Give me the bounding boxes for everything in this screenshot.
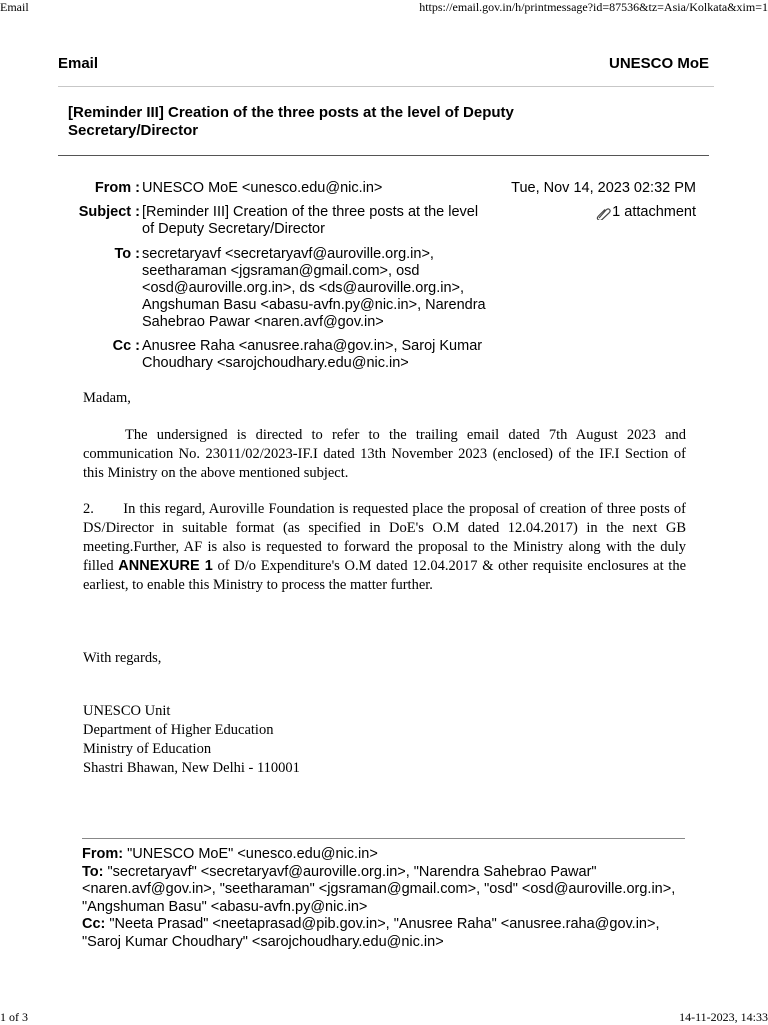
subject-label: Subject :	[78, 204, 140, 220]
para2-start: 2. In this regard, Auroville Foundation is requested place the proposal of creation of three posts of DS/Director in suitable format (as specified in DoE's O.M dated 12.04.2017) in the next GB meeting.Further, AF is also is requested to forward the proposal to the Ministry along with the duly filled	[83, 501, 686, 574]
signature-line: UNESCO Unit	[83, 703, 171, 719]
thread-to-label: To:	[82, 863, 104, 880]
cc-value[interactable]: Anusree Raha <anusree.raha@gov.in>, Saroj Kumar Choudhary <sarojchoudhary.edu@nic.in>	[142, 338, 483, 371]
print-footer-datetime: 14-11-2023, 14:33	[679, 1010, 768, 1024]
topbar-divider	[58, 86, 714, 87]
to-value[interactable]: secretaryavf <secretaryavf@auroville.org.in>, seetharaman <jgsraman@gmail.com>, osd <osd@auroville.org.in>, ds <ds@auroville.org.in>, Angshuman Basu <abasu-avfn.py@nic.in>, Narendra Sahebrao Pawar <naren.avf@gov.in>	[142, 246, 486, 330]
print-header-title: Email	[0, 0, 29, 14]
body-salutation: Madam,	[83, 390, 131, 406]
to-label: To :	[114, 246, 140, 262]
app-topbar	[58, 55, 709, 72]
from-value[interactable]: UNESCO MoE <unesco.edu@nic.in>	[142, 180, 383, 196]
thread-divider	[82, 838, 685, 839]
annexure-label: ANNEXURE 1	[118, 558, 213, 574]
header-cc-row	[60, 338, 710, 372]
cc-label: Cc :	[112, 338, 140, 354]
attachment-count[interactable]: 1 attachment	[612, 204, 696, 220]
attachment-link[interactable]	[595, 204, 696, 221]
message-date: Tue, Nov 14, 2023 02:32 PM	[511, 180, 696, 196]
subject-value: [Reminder III] Creation of the three posts at the level of Deputy Secretary/Director	[142, 204, 479, 237]
quoted-thread-header	[82, 846, 702, 952]
signature-line: Ministry of Education	[83, 741, 212, 757]
print-header-url: https://email.gov.in/h/printmessage?id=87536&tz=Asia/Kolkata&xim=1	[419, 0, 768, 14]
thread-to	[82, 864, 702, 917]
body-paragraph-2	[83, 500, 686, 595]
account-name: UNESCO MoE	[608, 55, 709, 72]
header-from-row	[60, 180, 710, 197]
header-subject-row	[60, 204, 710, 238]
thread-cc	[82, 916, 702, 951]
message-title: [Reminder III] Creation of the three posts at the level of Deputy Secretary/Director	[68, 104, 514, 139]
app-name: Email	[58, 55, 99, 72]
paperclip-icon	[595, 206, 611, 220]
print-footer-page: 1 of 3	[0, 1010, 28, 1024]
thread-from	[82, 846, 702, 864]
title-divider	[58, 155, 709, 156]
thread-to-value: "secretaryavf" <secretaryavf@auroville.org.in>, "Narendra Sahebrao Pawar" <naren.avf@gov.in>, "seetharaman" <jgsraman@gmail.com>, "osd" <osd@auroville.org.in>, "Angshuman Basu" <abasu-avfn.py@nic.in>	[82, 863, 676, 915]
message-headers	[60, 180, 710, 372]
thread-from-value: "UNESCO MoE" <unesco.edu@nic.in>	[127, 846, 378, 862]
para2-end: of D/o Expenditure's O.M dated 12.04.2017 & other requisite enclosures at the earliest, to enable this Ministry to process the matter further.	[83, 558, 687, 593]
thread-from-label: From:	[82, 846, 124, 862]
body-closing: With regards,	[83, 650, 162, 666]
body-paragraph-1: The undersigned is directed to refer to the trailing email dated 7th August 2023 and communication No. 23011/02/2023-IF.I dated 13th November 2023 (enclosed) of the IF.I Section of this Ministry on the above mentioned subject.	[83, 427, 686, 481]
signature-line: Shastri Bhawan, New Delhi - 110001	[83, 760, 300, 776]
thread-cc-value: "Neeta Prasad" <neetaprasad@pib.gov.in>, "Anusree Raha" <anusree.raha@gov.in>, "Saroj Kumar Choudhary" <sarojchoudhary.edu@nic.in>	[82, 916, 660, 950]
thread-cc-label: Cc:	[82, 916, 106, 933]
signature-line: Department of Higher Education	[83, 722, 274, 738]
header-to-row	[60, 246, 710, 331]
from-label: From :	[94, 180, 140, 196]
signature-block	[83, 702, 686, 778]
